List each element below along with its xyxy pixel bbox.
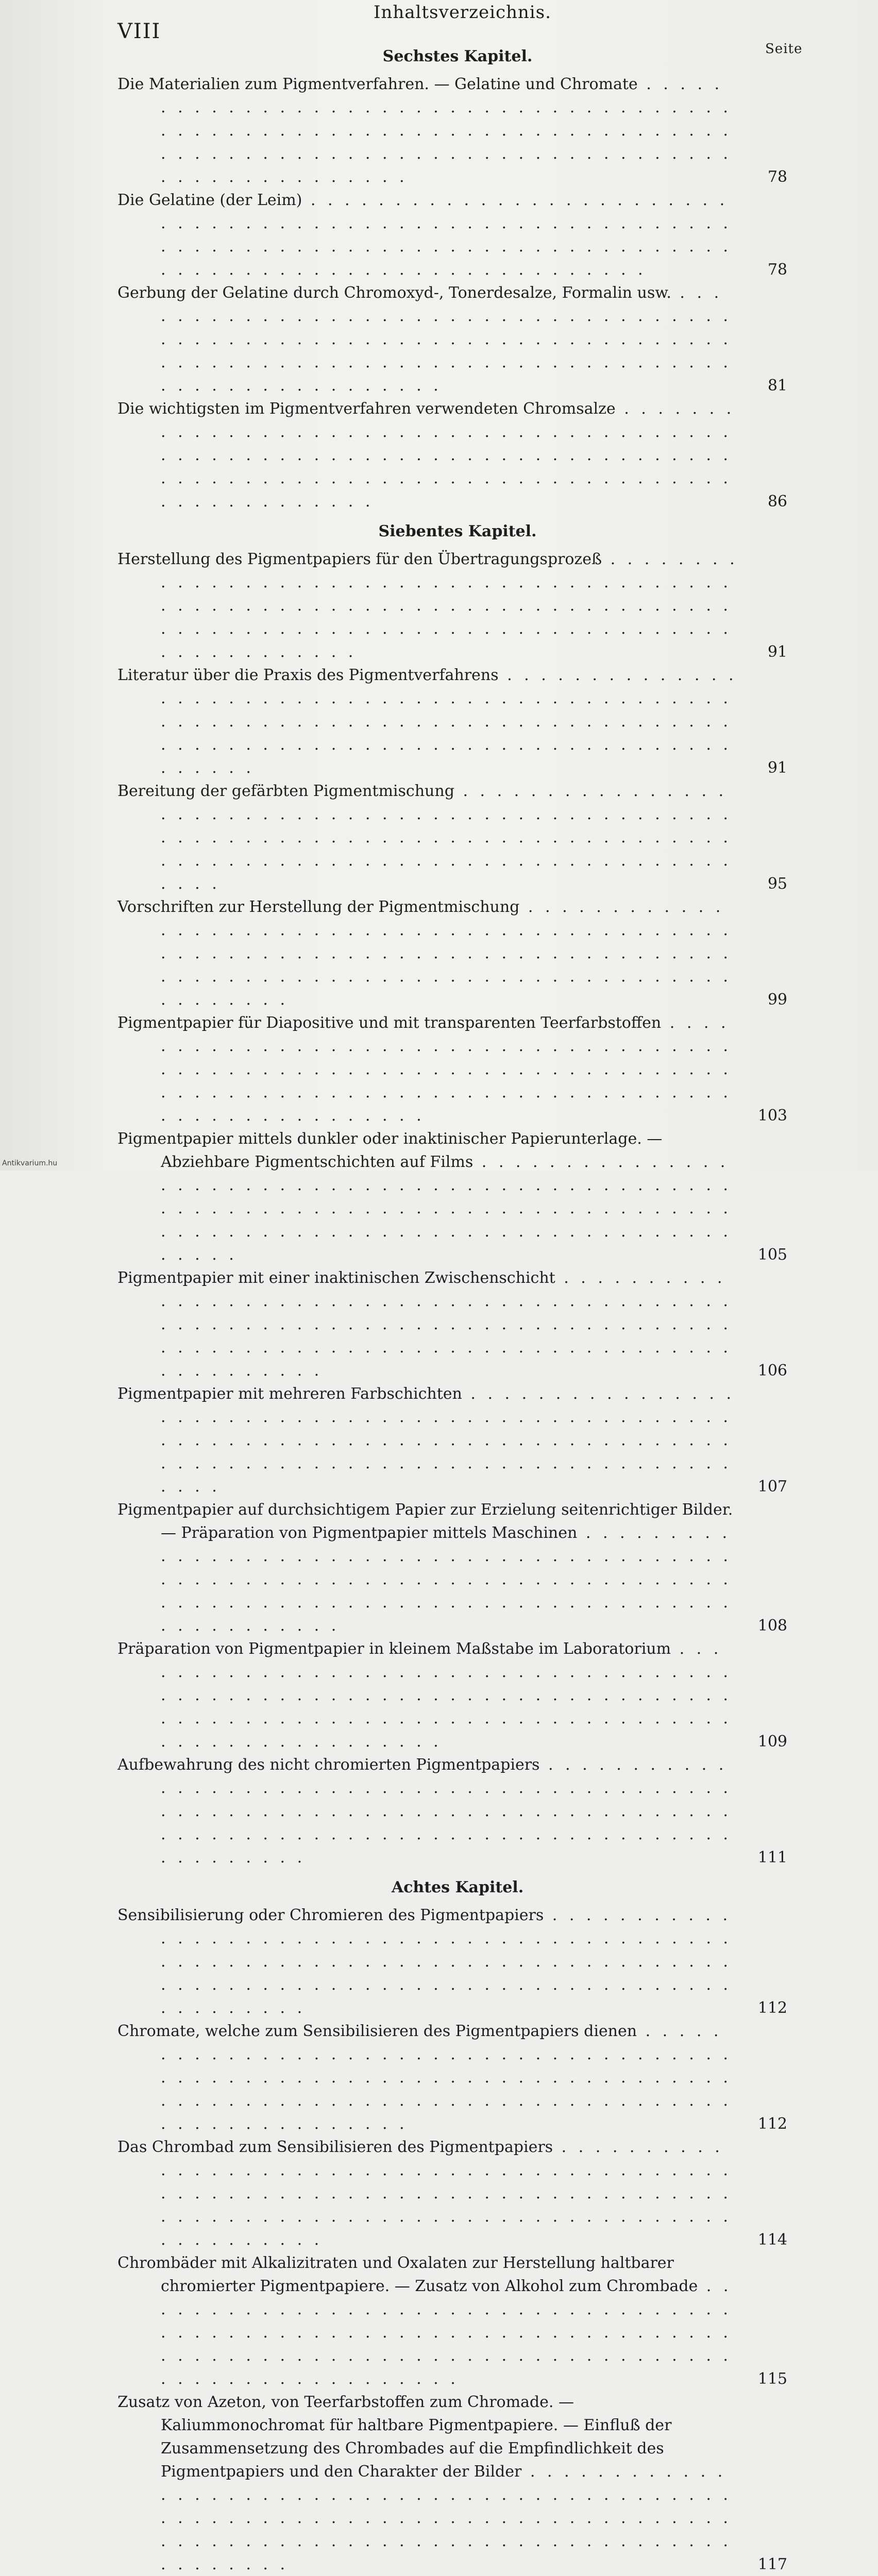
- page-number: VIII: [117, 20, 161, 43]
- toc-entry-page: 105: [757, 1246, 787, 1264]
- toc-entry: [117, 779, 787, 895]
- watermark: Antikvarium.hu: [2, 1159, 58, 1167]
- toc-entry-title: Aufbewahrung des nicht chromierten Pigmentpapiers: [117, 1756, 540, 1774]
- toc-entry: [117, 397, 787, 513]
- toc-entry-title: Pigmentpapier mittels dunkler oder inaktinischer Papierunterlage. — Abziehbare Pigmentschichten auf Films: [117, 1130, 663, 1171]
- toc-entry-page: 99: [767, 991, 787, 1009]
- toc-entry-page: 115: [757, 2370, 787, 2388]
- chapter-heading: Sechstes Kapitel.: [382, 47, 533, 65]
- toc-entry: [117, 1127, 787, 1266]
- chapter-heading: Siebentes Kapitel.: [378, 522, 537, 540]
- chapter-heading: Achtes Kapitel.: [391, 1878, 524, 1896]
- toc-entry: [117, 2020, 787, 2136]
- toc-entry-title: Literatur über die Praxis des Pigmentverfahrens: [117, 666, 499, 684]
- toc-entry: [117, 1382, 787, 1498]
- toc-entry-title: Chromate, welche zum Sensibilisieren des Pigmentpapiers dienen: [117, 2022, 637, 2040]
- toc-entry: [117, 1637, 787, 1753]
- toc-entry-title: Zusatz von Azeton, von Teerfarbstoffen zum Chromade. — Kaliummonochromat für haltbare Pigmentpapiere. — Einfluß der Zusammensetzung des Chrombades auf die Empfindlichkeit des Pigmentpapiers und den Charakter der Bilder: [117, 2393, 672, 2481]
- toc-entry-title: Gerbung der Gelatine durch Chromoxyd-, Tonerdesalze, Formalin usw.: [117, 284, 671, 302]
- toc-entry-page: 91: [767, 759, 787, 777]
- toc-entry-page: 86: [767, 493, 787, 511]
- toc-entry: [117, 2136, 787, 2251]
- toc-entry-page: 111: [757, 1849, 787, 1867]
- toc-entry: [117, 1266, 787, 1382]
- toc-entry-title: Chrombäder mit Alkalizitraten und Oxalaten zur Herstellung haltbarer chromierter Pigmentpapiere. — Zusatz von Alkohol zum Chrombade: [117, 2254, 698, 2295]
- toc-entry: [117, 548, 787, 664]
- toc-entry: [117, 895, 787, 1011]
- toc-entry-title: Das Chrombad zum Sensibilisieren des Pigmentpapiers: [117, 2138, 553, 2156]
- toc-entry-page: 117: [757, 2555, 787, 2573]
- toc-entry-title: Die wichtigsten im Pigmentverfahren verwendeten Chromsalze: [117, 400, 616, 418]
- chapter-7: [117, 522, 787, 1869]
- toc-entry-page: 95: [767, 875, 787, 893]
- toc-entry-title: Pigmentpapier für Diapositive und mit transparenten Teerfarbstoffen: [117, 1014, 662, 1032]
- toc-entry: [117, 2391, 787, 2576]
- toc-entry-page: 103: [757, 1107, 787, 1125]
- toc-entry: [117, 2251, 787, 2391]
- toc-entry-title: Vorschriften zur Herstellung der Pigmentmischung: [117, 898, 520, 916]
- toc-entry-title: Die Materialien zum Pigmentverfahren. — Gelatine und Chromate: [117, 75, 638, 93]
- toc-entry-title: Sensibilisierung oder Chromieren des Pigmentpapiers: [117, 1906, 544, 1924]
- toc-entry: [117, 189, 787, 281]
- toc-entry-title: Bereitung der gefärbten Pigmentmischung: [117, 782, 454, 800]
- toc-entry-title: Herstellung des Pigmentpapiers für den Übertragungsprozeß: [117, 550, 602, 568]
- chapter-8: [117, 1878, 787, 2576]
- header-title: Inhaltsverzeichnis.: [374, 2, 551, 23]
- toc-entry-page: 107: [757, 1478, 787, 1496]
- toc-entry-title: Präparation von Pigmentpapier in kleinem Maßstabe im Laboratorium: [117, 1640, 671, 1658]
- toc-entry: [117, 1904, 787, 2020]
- toc-entry-page: 108: [757, 1617, 787, 1635]
- page-column-label: Seite: [765, 41, 803, 57]
- toc-entry: [117, 1753, 787, 1869]
- toc-entry: [117, 73, 787, 189]
- toc-entry-page: 112: [757, 1999, 787, 2017]
- toc-entry-page: 78: [767, 261, 787, 279]
- toc-entry: [117, 1498, 787, 1637]
- toc-entry-title: Pigmentpapier mit mehreren Farbschichten: [117, 1385, 462, 1403]
- toc-entry-page: 114: [757, 2231, 787, 2249]
- toc-entry-page: 106: [757, 1362, 787, 1380]
- toc-entry-title: Pigmentpapier mit einer inaktinischen Zwischenschicht: [117, 1269, 555, 1287]
- toc-entry: [117, 281, 787, 397]
- toc-entry-page: 112: [757, 2115, 787, 2133]
- toc-entry: [117, 664, 787, 779]
- table-of-contents: [117, 45, 787, 2576]
- toc-entry-title: Die Gelatine (der Leim): [117, 191, 302, 209]
- toc-entry-page: 78: [767, 168, 787, 186]
- toc-entry-page: 109: [757, 1733, 787, 1751]
- toc-entry-page: 81: [767, 377, 787, 395]
- chapter-6: [117, 47, 787, 513]
- toc-entry-page: 91: [767, 643, 787, 661]
- toc-entry: [117, 1011, 787, 1127]
- toc-entry-title: Pigmentpapier auf durchsichtigem Papier zur Erzielung seitenrichtiger Bilder. — Präparation von Pigmentpapier mittels Maschinen: [117, 1501, 733, 1542]
